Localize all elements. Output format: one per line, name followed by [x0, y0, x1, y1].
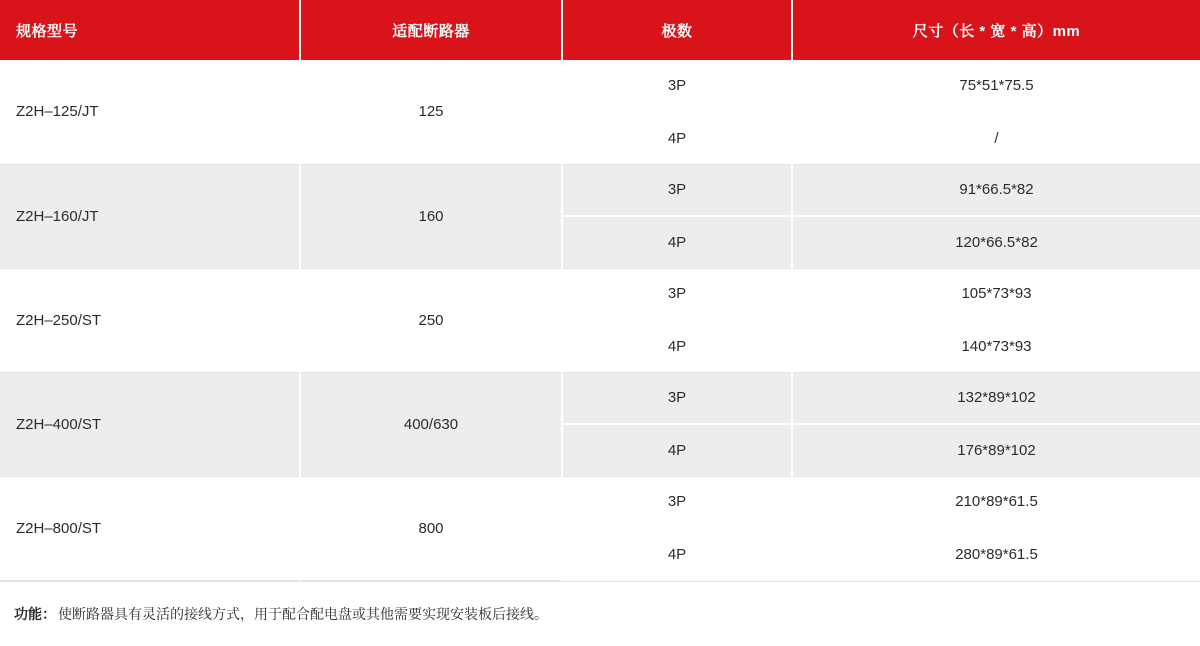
column-header-breaker: 适配断路器 — [300, 0, 562, 60]
table-footnote — [0, 581, 1200, 646]
cell-dimension: 176*89*102 — [792, 424, 1200, 476]
cell-model: Z2H–400/ST — [0, 372, 300, 476]
cell-rating: 800 — [300, 476, 562, 580]
cell-poles: 3P — [562, 268, 792, 320]
cell-dimension: 140*73*93 — [792, 320, 1200, 372]
footnote-label: 功能： — [14, 605, 56, 622]
cell-poles: 4P — [562, 528, 792, 580]
table-row — [0, 60, 1200, 112]
cell-poles: 3P — [562, 372, 792, 424]
cell-dimension: 132*89*102 — [792, 372, 1200, 424]
table-row — [0, 476, 1200, 528]
footnote-text: 使断路器具有灵活的接线方式，用于配合配电盘或其他需要实现安装板后接线。 — [58, 605, 548, 622]
cell-model: Z2H–160/JT — [0, 164, 300, 268]
table-row — [0, 268, 1200, 320]
column-header-dimension: 尺寸（长 * 宽 * 高）mm — [792, 0, 1200, 60]
cell-poles: 4P — [562, 216, 792, 268]
cell-dimension: 105*73*93 — [792, 268, 1200, 320]
cell-poles: 4P — [562, 424, 792, 476]
table-body — [0, 60, 1200, 580]
cell-dimension: 210*89*61.5 — [792, 476, 1200, 528]
cell-model: Z2H–125/JT — [0, 60, 300, 164]
cell-rating: 250 — [300, 268, 562, 372]
cell-rating: 400/630 — [300, 372, 562, 476]
cell-dimension: 75*51*75.5 — [792, 60, 1200, 112]
cell-model: Z2H–800/ST — [0, 476, 300, 580]
cell-dimension: / — [792, 112, 1200, 164]
cell-dimension: 280*89*61.5 — [792, 528, 1200, 580]
cell-rating: 125 — [300, 60, 562, 164]
cell-poles: 3P — [562, 164, 792, 216]
cell-poles: 4P — [562, 320, 792, 372]
cell-poles: 3P — [562, 60, 792, 112]
cell-rating: 160 — [300, 164, 562, 268]
cell-poles: 3P — [562, 476, 792, 528]
table-header — [0, 0, 1200, 60]
column-header-poles: 极数 — [562, 0, 792, 60]
column-header-model: 规格型号 — [0, 0, 300, 60]
cell-dimension: 120*66.5*82 — [792, 216, 1200, 268]
cell-poles: 4P — [562, 112, 792, 164]
table-header-row — [0, 0, 1200, 60]
table-row — [0, 372, 1200, 424]
cell-dimension: 91*66.5*82 — [792, 164, 1200, 216]
table-row — [0, 164, 1200, 216]
cell-model: Z2H–250/ST — [0, 268, 300, 372]
